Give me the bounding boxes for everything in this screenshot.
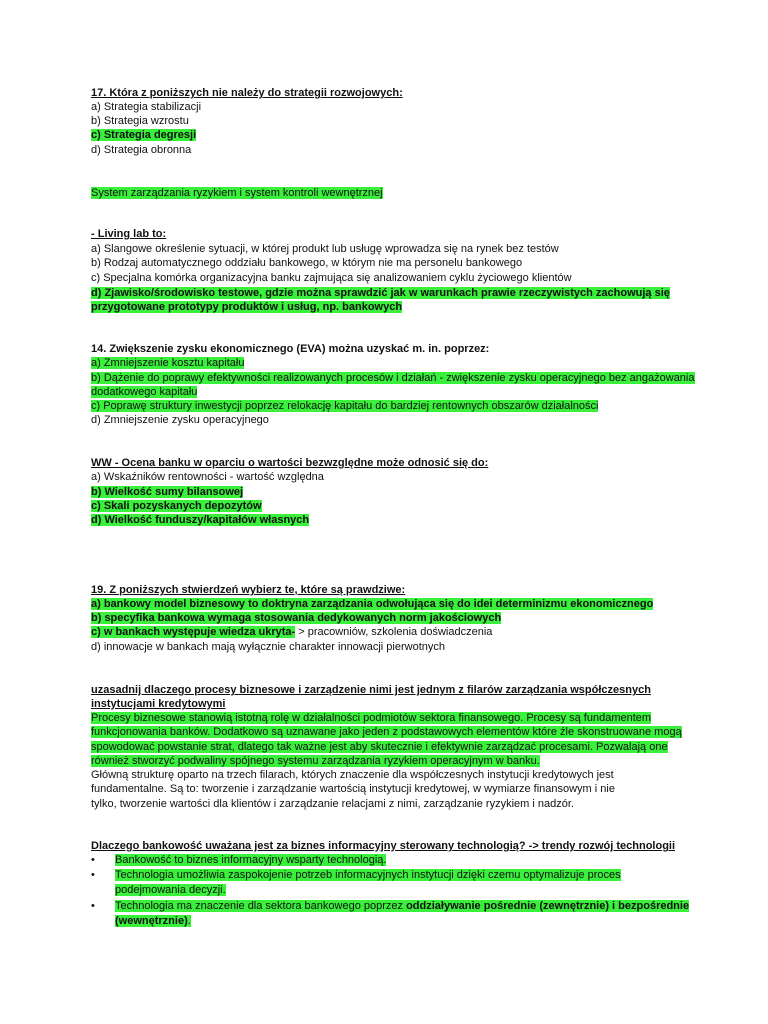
bullet-3-text-line1	[115, 899, 689, 913]
bullet-3-icon: •	[91, 900, 95, 912]
q14-title: 14. Zwiększenie zysku ekonomicznego (EVA) można uzyskać m. in. poprzez:	[91, 343, 490, 355]
bullet-3-highlight1: Technologia ma znaczenie dla sektora bankowego poprzez	[115, 900, 407, 912]
ww-option-c	[91, 499, 262, 513]
q14-option-a	[91, 356, 244, 370]
q19-option-b	[91, 611, 501, 625]
q19-option-d: d) innowacje w bankach mają wyłącznie charakter innowacji pierwotnych	[91, 641, 446, 653]
bullet-2-text-line2	[115, 883, 226, 897]
note-system	[91, 186, 383, 200]
q14-option-b-line2	[91, 385, 197, 399]
uzasadnij-p3-text: spowodować powstanie strat, dlatego tak ważne jest aby skutecznie i efektywnie zarządzać procesami. Pozwalają one	[91, 741, 668, 753]
q17-title: 17. Która z poniższych nie należy do strategii rozwojowych:	[91, 87, 403, 99]
ww-option-b-text: b) Wielkość sumy bilansowej	[91, 486, 244, 498]
bullet-2-highlight1: Technologia umożliwia zaspokojenie potrzeb informacyjnych instytucji dzięki czemu optymalizuje proces	[115, 869, 621, 881]
uzasadnij-p4-text: również stworzyć podwaliny spójnego systemu zarządzania ryzykiem operacyjnym w banku.	[91, 755, 540, 767]
uzasadnij-paragraph-line5: Główną strukturę oparto na trzech filarach, których znaczenie dla współczesnych instytucji kredytowych jest	[91, 769, 614, 781]
q17-option-b: b) Strategia wzrostu	[91, 115, 189, 127]
uzasadnij-title-line2: instytucjami kredytowymi	[91, 698, 226, 710]
ww-option-a: a) Wskaźników rentowności - wartość względna	[91, 471, 324, 483]
living-lab-option-c: c) Specjalna komórka organizacyjna banku zajmująca się analizowaniem cyklu życiowego klientów	[91, 272, 572, 284]
q19-option-c	[91, 625, 492, 639]
q19-option-a	[91, 597, 653, 611]
living-lab-option-a: a) Slangowe określenie sytuacji, w której produkt lub usługę wprowadza się na rynek bez testów	[91, 243, 559, 255]
q14-option-a-text: a) Zmniejszenie kosztu kapitału	[91, 357, 245, 369]
bullet-1-text	[115, 853, 386, 867]
bankowosc-title: Dlaczego bankowość uważana jest za biznes informacyjny sterowany technologią? -> trendy rozwój technologii	[91, 840, 676, 852]
living-lab-option-d-text1: d) Zjawisko/środowisko testowe, gdzie można sprawdzić jak w warunkach prawie rzeczywistych zachowują się	[91, 287, 670, 299]
bullet-1-icon: •	[91, 854, 95, 866]
bullet-3-end: .	[187, 915, 191, 927]
bullet-2-highlight2: podejmowania decyzji.	[115, 884, 226, 896]
bullet-3-text-line2	[115, 914, 191, 928]
bullet-3-bold2: (wewnętrznie)	[115, 915, 188, 927]
q17-option-a: a) Strategia stabilizacji	[91, 101, 202, 113]
uzasadnij-paragraph-line3	[91, 740, 668, 754]
uzasadnij-paragraph-line1	[91, 711, 651, 725]
living-lab-option-d-text2: przygotowane prototypy produktów i usług, np. bankowych	[91, 301, 403, 313]
bullet-2-icon: •	[91, 869, 95, 881]
q17-option-c-text: c) Strategia degresji	[91, 129, 197, 141]
note-system-text: System zarządzania ryzykiem i system kontroli wewnętrznej	[91, 187, 383, 199]
q14-option-d: d) Zmniejszenie zysku operacyjnego	[91, 414, 269, 426]
q19-title: 19. Z poniższych stwierdzeń wybierz te, które są prawdziwe:	[91, 584, 406, 596]
q17-option-d: d) Strategia obronna	[91, 144, 192, 156]
q14-option-b-line1	[91, 371, 695, 385]
q17-option-c	[91, 128, 196, 142]
q19-option-c-highlight: c) w bankach występuje wiedza ukryta-	[91, 626, 296, 638]
ww-option-d	[91, 513, 309, 527]
uzasadnij-p1-text: Procesy biznesowe stanowią istotną rolę w działalności podmiotów sektora finansowego. Procesy są fundamentem	[91, 712, 652, 724]
ww-option-c-text: c) Skali pozyskanych depozytów	[91, 500, 262, 512]
q14-option-b-text1: b) Dążenie do poprawy efektywności realizowanych procesów i działań - zwiększenie zysku operacyjnego bez angażowania	[91, 372, 695, 384]
living-lab-option-d-line1	[91, 286, 670, 300]
uzasadnij-paragraph-line6: fundamentalne. Są to: tworzenie i zarządzanie wartością instytucji kredytowej, w wymiarze finansowym i nie	[91, 783, 615, 795]
living-lab-option-d-line2	[91, 300, 402, 314]
q19-option-b-text: b) specyfika bankowa wymaga stosowania dedykowanych norm jakościowych	[91, 612, 502, 624]
q19-option-a-text: a) bankowy model biznesowy to doktryna zarządzania odwołująca się do idei determinizmu ekonomicznego	[91, 598, 654, 610]
living-lab-title: - Living lab to:	[91, 228, 167, 240]
q14-option-c-text: c) Poprawę struktury inwestycji poprzez relokację kapitału do bardziej rentownych obszarów działalności	[91, 400, 599, 412]
q14-option-b-text2: dodatkowego kapitału	[91, 386, 198, 398]
living-lab-option-b: b) Rodzaj automatycznego oddziału bankowego, w którym nie ma personelu bankowego	[91, 257, 523, 269]
q14-option-c	[91, 399, 598, 413]
uzasadnij-p2-text: funkcjonowania banków. Dodatkowo są uznawane jako jeden z podstawowych elementów które źle skonstruowane mogą	[91, 726, 682, 738]
bullet-3-bold1: oddziaływanie pośrednie (zewnętrznie) i bezpośrednie	[406, 900, 690, 912]
ww-option-b	[91, 485, 243, 499]
ww-title: WW - Ocena banku w oparciu o wartości bezwzględne może odnosić się do:	[91, 457, 489, 469]
q19-option-c-rest: > pracowniów, szkolenia doświadczenia	[295, 626, 493, 638]
uzasadnij-paragraph-line7: tylko, tworzenie wartości dla klientów i zarządzanie relacjami z nimi, zarządzanie ryzykiem i nadzór.	[91, 798, 574, 810]
bullet-1-highlight: Bankowość to biznes informacyjny wsparty technologią.	[115, 854, 387, 866]
bullet-2-text-line1	[115, 868, 621, 882]
ww-option-d-text: d) Wielkość funduszy/kapitałów własnych	[91, 514, 310, 526]
uzasadnij-title-line1: uzasadnij dlaczego procesy biznesowe i zarządzenie nimi jest jednym z filarów zarządzania współczesnych	[91, 684, 651, 696]
uzasadnij-paragraph-line4	[91, 754, 540, 768]
uzasadnij-paragraph-line2	[91, 725, 682, 739]
